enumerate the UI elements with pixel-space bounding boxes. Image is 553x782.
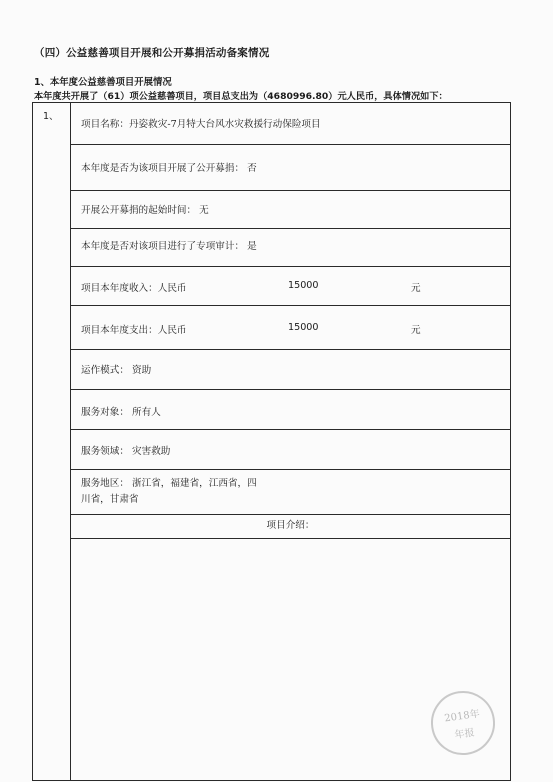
service-target: 服务对象： 所有人 <box>81 407 161 418</box>
income-amount: 15000 <box>288 280 319 291</box>
expense-amount: 15000 <box>288 322 319 333</box>
stamp-label: 年报 <box>453 727 476 742</box>
project-index: 1、 <box>43 111 59 122</box>
project-intro-label: 项目介绍： <box>266 520 315 531</box>
operation-mode: 运作模式： 资助 <box>81 365 152 376</box>
service-field: 服务领域： 灾害救助 <box>81 446 171 457</box>
expense-unit: 元 <box>411 325 421 336</box>
row-mode <box>71 350 510 390</box>
special-audit: 本年度是否对该项目进行了专项审计： 是 <box>81 241 257 252</box>
income-label: 项目本年度收入：人民币 <box>81 283 187 294</box>
row-fundraising-start <box>71 191 510 229</box>
subsection-title: 1、本年度公益慈善项目开展情况 <box>34 77 172 88</box>
fundraising-start: 开展公开募捐的起始时间： 无 <box>81 205 209 216</box>
index-column <box>33 103 71 780</box>
expense-label: 项目本年度支出：人民币 <box>81 325 187 336</box>
project-name: 项目名称：丹姿救灾-7月特大台风水灾救援行动保险项目 <box>81 119 321 130</box>
row-income <box>71 267 510 306</box>
stamp-year: 2018年 <box>443 708 481 725</box>
income-unit: 元 <box>411 283 421 294</box>
summary-line: 本年度共开展了（61）项公益慈善项目，项目总支出为（4680996.80）元人民币，具体情况如下： <box>34 91 448 102</box>
row-special-audit <box>71 229 510 267</box>
row-target <box>71 390 510 430</box>
project-intro-header <box>71 515 510 539</box>
public-fundraising: 本年度是否为该项目开展了公开募捐： 否 <box>81 163 257 174</box>
row-public-fundraising <box>71 145 510 191</box>
row-field <box>71 430 510 470</box>
annual-report-stamp <box>427 687 499 759</box>
row-region <box>71 470 510 515</box>
row-project-name <box>71 103 510 145</box>
row-expense <box>71 306 510 350</box>
service-region: 服务地区： 浙江省，福建省，江西省，四川省，甘肃省 <box>81 478 257 505</box>
project-table <box>32 102 511 781</box>
section-title: （四）公益慈善项目开展和公开募捐活动备案情况 <box>34 47 270 59</box>
